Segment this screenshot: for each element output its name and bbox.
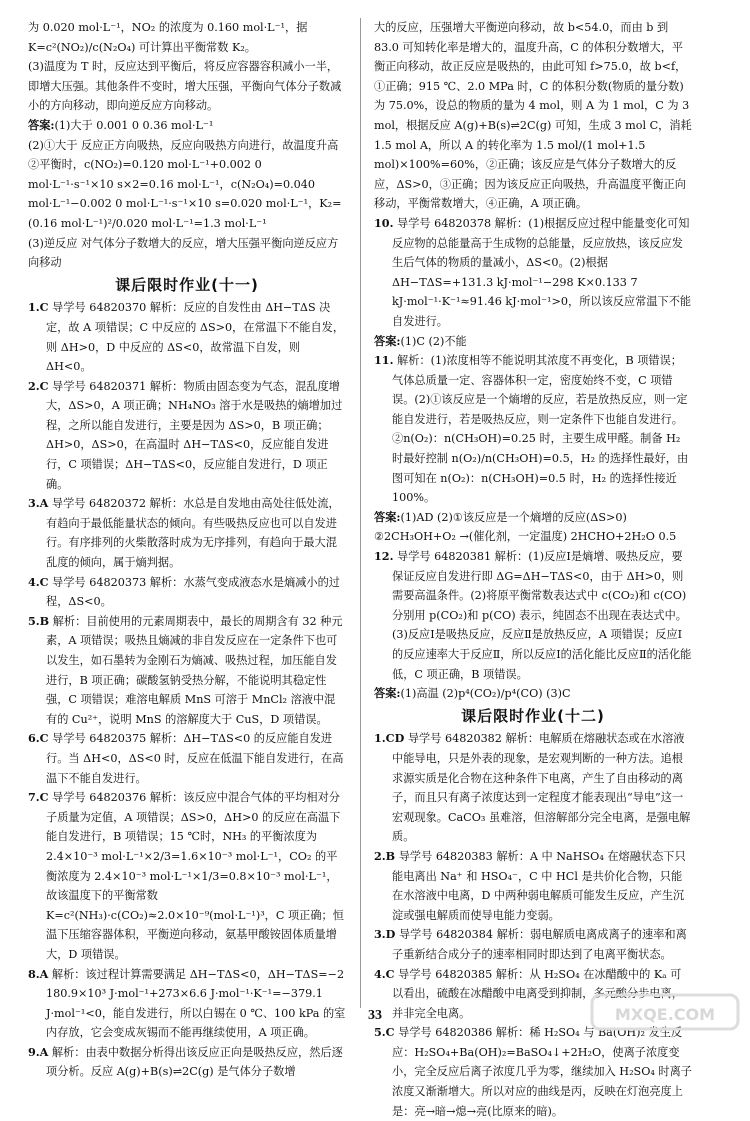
left-column [28,18,346,1082]
item-number: 5.C [374,1025,395,1040]
item-text: 导学号 64820381 解析：(1)反应Ⅰ是熵增、吸热反应，要保证反应自发进行即 ΔG=ΔH−TΔS<0，由于 ΔH>0，则需要高温条件。(2)将原平衡常数表达式中 c(CO₂)和 c(CO) 分别用 p(CO₂)和 p(CO) 表示，纯固态不出现在表达式中。(3)反应Ⅰ是吸热反应，反应Ⅱ是放热反应，A 项错误；反应Ⅰ的反应速率大于反应Ⅱ，所以反应Ⅰ的活化能比反应Ⅱ的活化能低，C 项正确，B 项错误。 [392,550,692,681]
item-text: 导学号 64820371 解析：物质由固态变为气态，混乱度增大，ΔS>0，A 项正确；NH₄NO₃ 溶于水是吸热的熵增加过程，之所以能自发进行，主要是因为 ΔS>0，B 项正确；ΔH>0，ΔS>0，在高温时 ΔH−TΔS<0，反应能自发进行，C 项错误；ΔH−TΔS<0，反应能自发进行，D 项正确。 [46,379,343,491]
section-title: 课后限时作业(十一) [115,275,259,294]
answer-label: 答案: [28,117,55,132]
answer-label: 答案: [374,686,401,701]
answer-line: (3)逆反应 对气体分子数增大的反应，增大压强平衡向逆反应方向移动 [28,236,339,270]
list-item [28,494,346,572]
item-text: 导学号 64820372 解析：水总是自发地由高处往低处流，有趋向于最低能量状态的倾向。有些吸热反应也可以自发进行。有序排列的火柴散落时成为无序排列，有趋向于最大混乱度的倾向，属于熵判据。 [46,497,340,570]
item-number: 1.CD [374,731,405,746]
list-item [374,1023,692,1121]
item-text: 解析：该过程计算需要满足 ΔH−TΔS<0，ΔH−TΔS=−2 180.9×10³ J·mol⁻¹+273×6.6 J·mol⁻¹·K⁻¹=−379.1 J·mol⁻¹<0，能自发进行，所以白锡在 0 ℃、100 kPa 的室内存放，它会变成灰锡而不能再继续使用，A 项正确。 [46,967,346,1040]
list-item [374,351,692,508]
item-number: 9.A [28,1044,49,1059]
item-text: 导学号 64820373 解析：水蒸气变成液态水是熵减小的过程，ΔS<0。 [46,575,340,609]
item-number: 7.C [28,790,49,805]
list-item [374,925,692,964]
list-item [28,788,346,964]
page-number: 33 [368,1008,382,1023]
list-item [28,612,346,730]
item-text: 解析：由表中数据分析得出该反应正向是吸热反应，然后逐项分析。反应 A(g)+B(s)⇌2C(g) 是气体分子数增 [46,1045,343,1079]
answer-label: 答案: [374,333,401,348]
list-item [28,1043,346,1082]
item-text: (1)AD (2)①该反应是一个熵增的反应(ΔS>0) ②2CH₃OH+O₂ →(催化剂，一定温度) 2HCHO+2H₂O 0.5 [374,510,677,544]
item-text: 导学号 64820382 解析：电解质在熔融状态或在水溶液中能导电，只是外表的现象，是宏观判断的一种方法。追根求源实质是化合物在这种条件下电离，产生了自由移动的离子，而且只有离子浓度达到一定程度才能表现出“导电”这一宏观现象。CaCO₃ 虽难溶，但溶解部分完全电离，是强电解质。 [392,732,691,844]
item-number: 3.A [28,496,49,511]
list-item [374,847,692,925]
item-text: 导学号 64820378 解析：(1)根据反应过程中能量变化可知反应物的总能量高于生成物的总能量，反应放热，该反应发生后气体的物质的量减小，ΔS<0。(2)根据 ΔH−TΔS=+131.3 kJ·mol⁻¹−298 K×0.133 7 kJ·mol⁻¹·K⁻¹≈91.46 kJ·mol⁻¹>0，所以该反应常温下不能自发进行。 [392,216,692,328]
answer-line [374,332,692,352]
list-item [28,965,346,1043]
list-item [374,547,692,684]
item-number: 2.B [374,848,396,863]
item-text: 导学号 64820383 解析：A 中 NaHSO₄ 在熔融状态下只能电离出 Na⁺ 和 HSO₄⁻，C 中 HCl 是共价化合物，只能在水溶液中电离，D 中两种弱电解质可能发生反应，产生沉淀或强电解质而使导电能力变弱。 [392,849,686,922]
item-number: 3.D [374,927,396,942]
list-item [28,298,346,376]
item-text: 导学号 64820384 解析：弱电解质电离成离子的速率和离子重新结合成分子的速率相同时即达到了电离平衡状态。 [392,928,687,961]
answer-line [374,684,692,704]
watermark-logo [590,991,740,1033]
paragraph: (3)温度为 T 时，反应达到平衡后，将反应容器容积减小一半，即增大压强。其他条件不变时，增大压强，平衡向气体分子数减小的方向移动，即向逆反应方向移动。 [28,60,342,113]
paragraph: 大的反应，压强增大平衡逆向移动，故 b<54.0，而由 b 到 83.0 可知转化率是增大的，温度升高，C 的体积分数增大，平衡正向移动，故正反应是吸热的，由此可知 f>75.0，故 b<f，①正确；915 ℃、2.0 MPa 时，C 的体积分数(物质的量分数)为 75.0%，设总的物质的量为 4 mol，则 A 为 1 mol，C 为 3 mol，根据反应 A(g)+B(s)⇌2C(g) 可知，生成 3 mol C，消耗 1.5 mol A，所以 A 的转化率为 1.5 mol/(1 mol+1.5 mol)×100%=60%，②正确；该反应是气体分子数增大的反应，ΔS>0，③正确；因为该反应正向吸热，升高温度平衡正向移动，平衡常数增大，④正确，A 项正确。 [374,21,692,211]
item-number: 5.B [28,613,50,628]
answer-line: (1)大于 0.001 0 0.36 mol·L⁻¹ [54,118,214,132]
list-item [374,214,692,332]
item-number: 1.C [28,300,49,315]
answer-line [374,508,692,547]
list-item [28,377,346,495]
item-number: 10. [374,215,394,230]
item-number: 2.C [28,378,49,393]
item-text: 导学号 64820370 解析：反应的自发性由 ΔH−TΔS 决定，故 A 项错误；C 中反应的 ΔS>0，在常温下不能自发，则 ΔH>0，D 中反应的 ΔS<0，故常温下自发，则 ΔH<0。 [46,301,345,374]
item-text: (1)高温 (2)p⁴(CO₂)/p⁴(CO) (3)C [400,687,571,701]
item-text: (1)C (2)不能 [400,334,467,348]
column-divider [360,18,361,1008]
item-number: 4.C [28,574,49,589]
item-text: 导学号 64820375 解析：ΔH−TΔS<0 的反应能自发进行。当 ΔH<0，ΔS<0 时，反应在低温下能自发进行，在高温下不能自发进行。 [46,732,344,785]
list-item [374,729,692,847]
item-number: 11. [374,353,394,368]
section-title: 课后限时作业(十二) [461,706,605,725]
answer-label: 答案: [374,509,401,524]
answer-line: (2)①大于 反应正方向吸热，反应向吸热方向进行，故温度升高 [28,138,339,152]
item-number: 6.C [28,731,49,746]
list-item [28,729,346,788]
item-text: 导学号 64820376 解析：该反应中混合气体的平均相对分子质量为定值，A 项错误；ΔS>0，ΔH>0 的反应在高温下能自发进行，B 项错误；15 ℃时，NH₃ 的平衡浓度为 2.4×10⁻³ mol·L⁻¹×2/3=1.6×10⁻³ mol·L⁻¹，CO₂ 的平衡浓度为 2.4×10⁻³ mol·L⁻¹×1/3=0.8×10⁻³ mol·L⁻¹，故该温度下的平衡常数 K=c²(NH₃)·c(CO₂)≈2.0×10⁻⁹(mol·L⁻¹)³，C 项正确；恒温下压缩容器体积，平衡逆向移动，氨基甲酸铵固体质量增大，D 项错误。 [46,791,344,961]
item-number: 4.C [374,966,395,981]
item-text: 解析：(1)浓度相等不能说明其浓度不再变化，B 项错误；气体总质量一定、容器体积一定，密度始终不变，C 项错误。(2)①该反应是一个熵增的反应，若是放热反应，则一定能自发进行，若是吸热反应，则一定条件下也能自发进行。②n(O₂)：n(CH₃OH)=0.25 时，主要生成甲醛。制备 H₂ 时最好控制 n(O₂)/n(CH₃OH)=0.5，H₂ 的选择性最好，由图可知在 n(O₂)：n(CH₃OH)=0.5 时，H₂ 的选择性接近 100%。 [392,354,689,505]
item-text: 解析：目前使用的元素周期表中，最长的周期含有 32 种元素，A 项错误；吸热且熵减的非自发反应在一定条件下也可以发生，如石墨转为金刚石为熵减、吸热过程，加压能自发进行，B 项正确；碳酸氢钠受热分解，不能说明其稳定性强，C 项错误；难溶电解质 MnS 可溶于 MnCl₂ 溶液中混有的 Cu²⁺，说明 MnS 的溶解度大于 CuS，D 项错误。 [46,614,343,726]
list-item [28,573,346,612]
item-number: 12. [374,549,394,564]
right-column [374,18,692,1121]
item-number: 8.A [28,966,49,981]
item-text: 导学号 64820386 解析：稀 H₂SO₄ 与 Ba(OH)₂ 发生反应：H₂SO₄+Ba(OH)₂=BaSO₄↓+2H₂O，使离子浓度变小，完全反应后离子浓度几乎为零，继续加入 H₂SO₄ 时离子浓度又渐渐增大。所以对应的曲线是丙，反映在灯泡亮度上是：亮→暗→熄→亮(比原来的暗)。 [392,1026,692,1118]
paragraph: 为 0.020 mol·L⁻¹，NO₂ 的浓度为 0.160 mol·L⁻¹，据 K=c²(NO₂)/c(N₂O₄) 可计算出平衡常数 K₂。 [28,21,308,54]
answer-line: ②平衡时，c(NO₂)=0.120 mol·L⁻¹+0.002 0 mol·L⁻¹·s⁻¹×10 s×2=0.16 mol·L⁻¹，c(N₂O₄)=0.040 mol·L⁻¹−0.002 0 mol·L⁻¹·s⁻¹×10 s=0.020 mol·L⁻¹，K₂=(0.16 mol·L⁻¹)²/0.020 mol·L⁻¹=1.3 mol·L⁻¹ [28,158,342,230]
svg-text:MXQE.COM: MXQE.COM [614,1005,716,1024]
item-text: 导学号 64820385 解析：从 H₂SO₄ 在冰醋酸中的 Kₐ 可以看出，硫酸在冰醋酸中电离受到抑制，多元酸分步电离，并非完全电离。 [392,967,683,1020]
